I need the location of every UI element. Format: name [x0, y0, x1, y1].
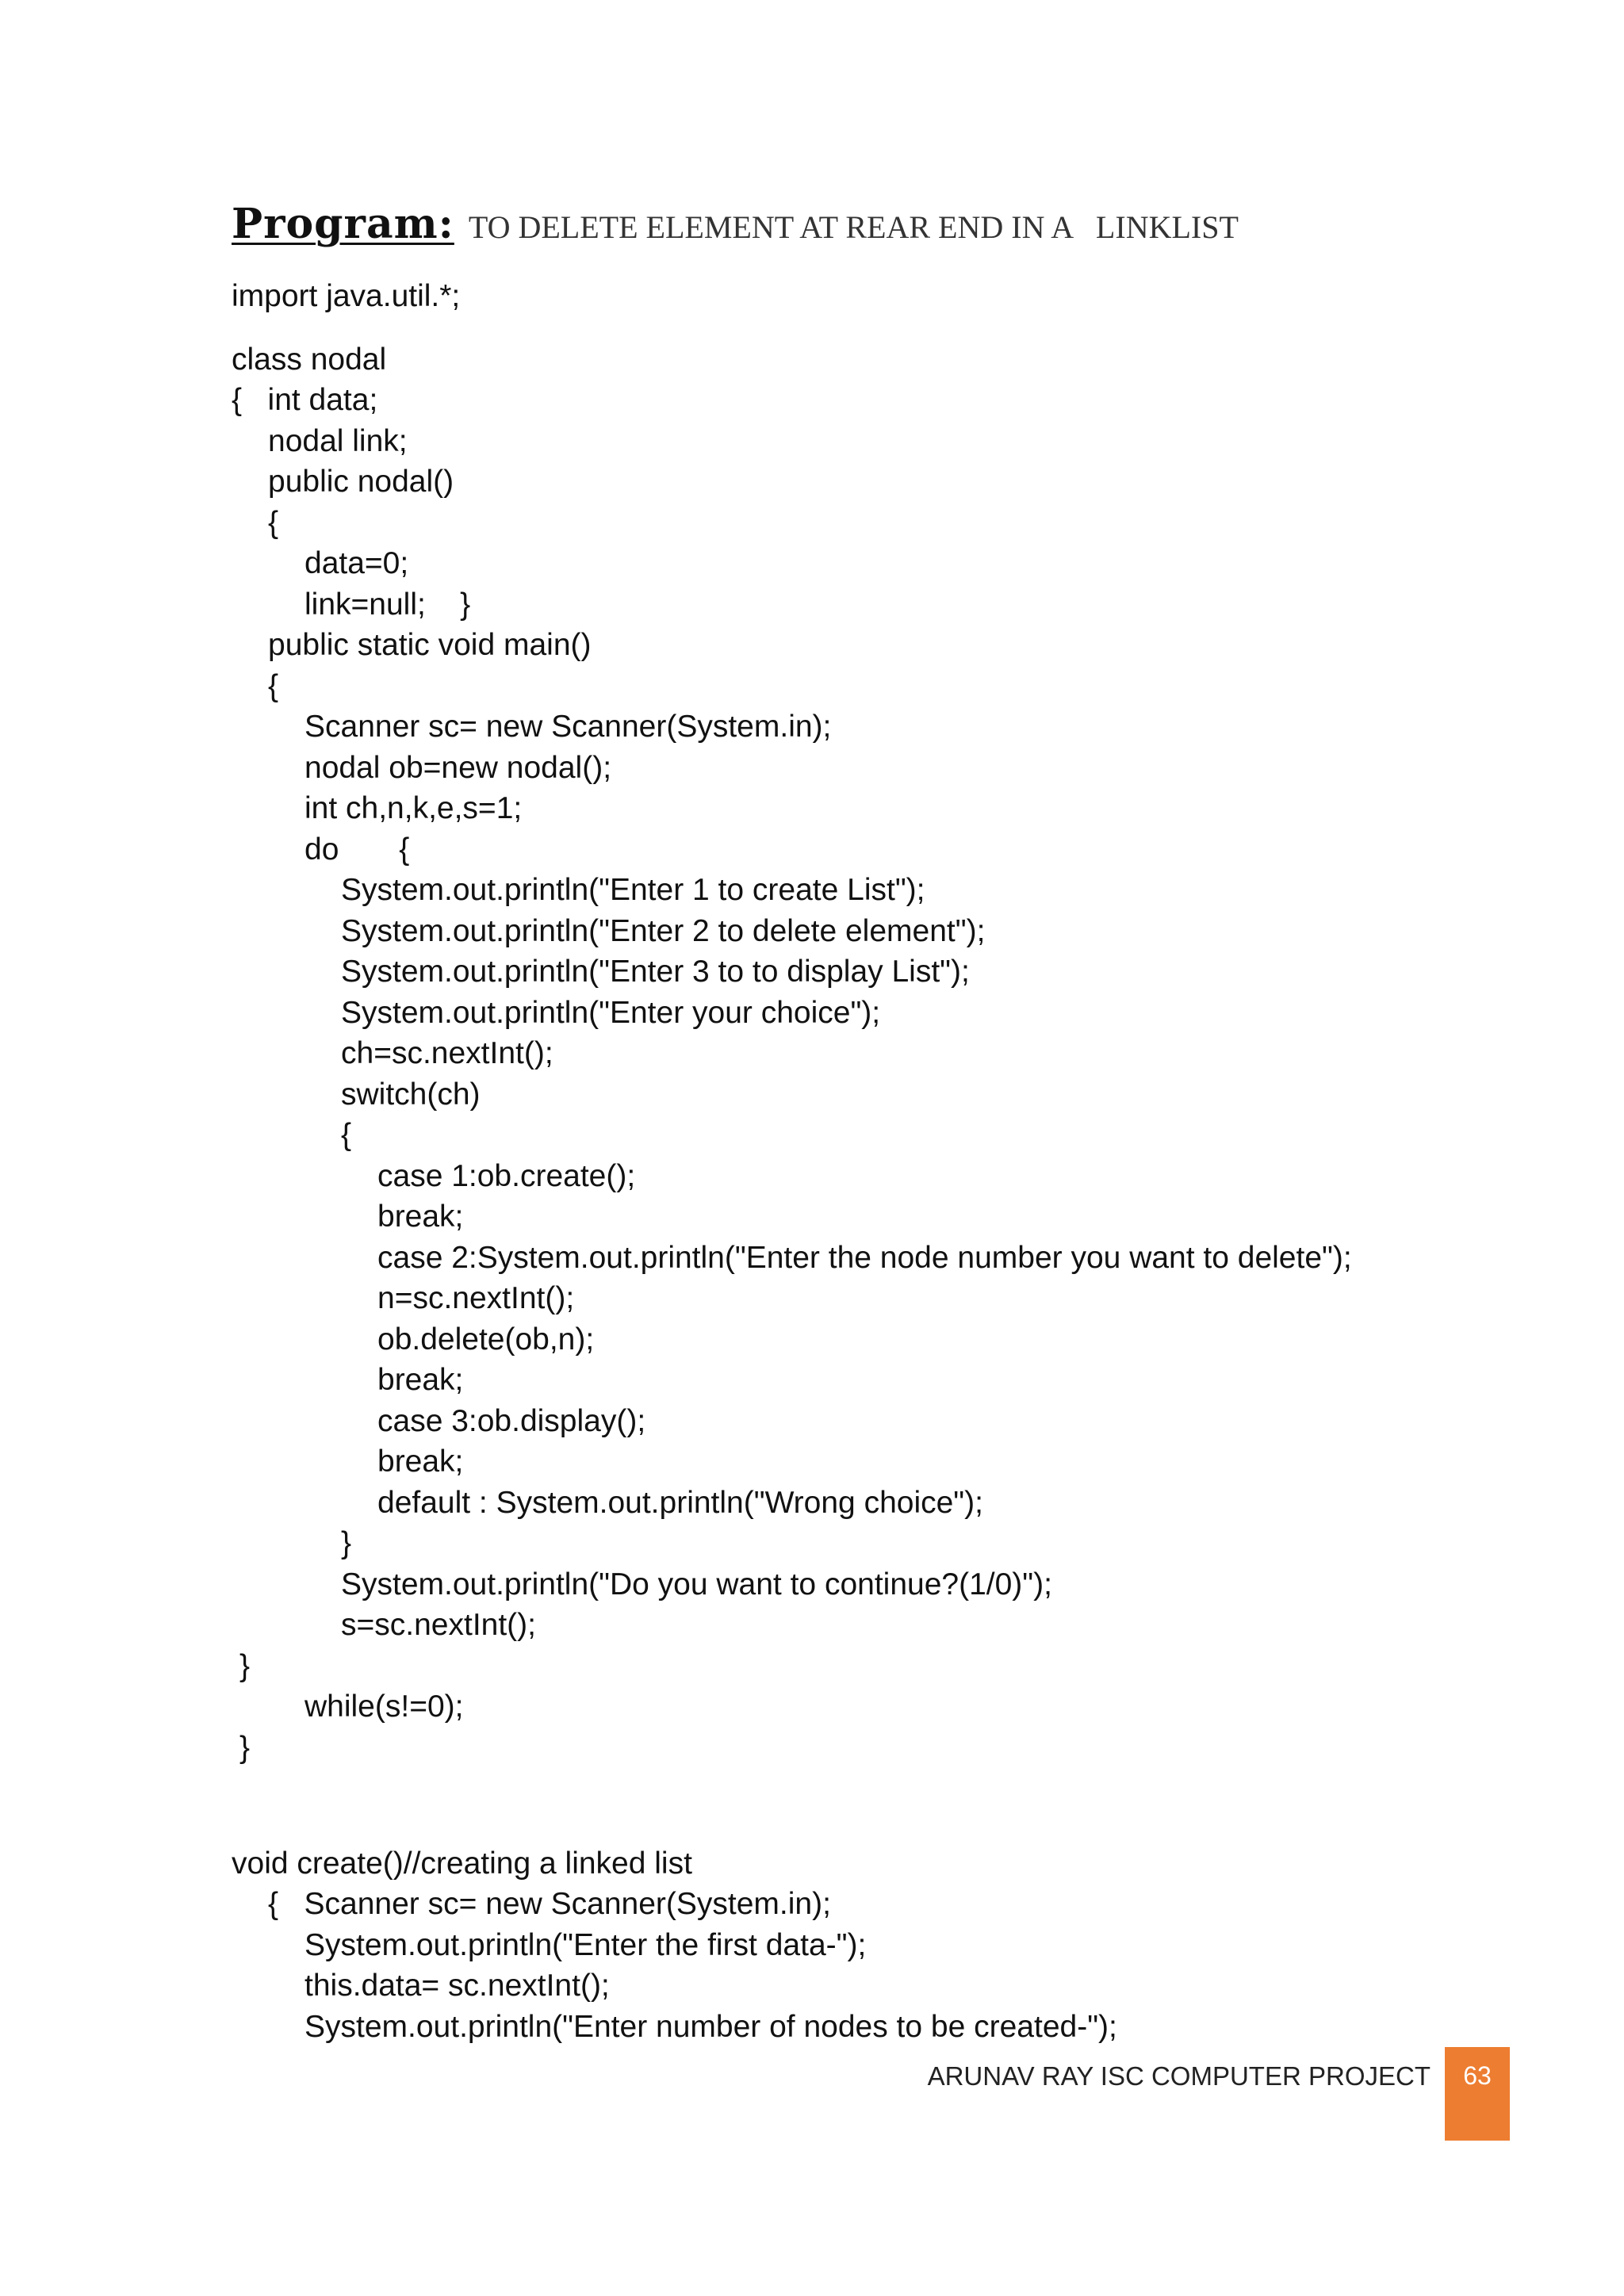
code-line: System.out.println("Do you want to continue?(1/0)"); — [341, 1567, 1052, 1601]
code-line: ob.delete(ob,n); — [377, 1322, 595, 1357]
code-line: { — [268, 669, 279, 703]
program-title: TO DELETE ELEMENT AT REAR END IN A LINKLIST — [468, 209, 1239, 245]
code-line: { — [341, 1118, 352, 1152]
code-line: s=sc.nextInt(); — [341, 1608, 536, 1642]
page-number-box — [1445, 2047, 1510, 2141]
code-line: n=sc.nextInt(); — [377, 1281, 575, 1315]
code-line: link=null; } — [304, 587, 471, 622]
code-line: public static void main() — [268, 628, 592, 662]
code-line: this.data= sc.nextInt(); — [304, 1969, 610, 2003]
code-line: case 1:ob.create(); — [377, 1159, 636, 1193]
code-line: data=0; — [304, 546, 409, 580]
page-number: 63 — [1463, 2061, 1492, 2090]
code-line: nodal link; — [268, 424, 408, 458]
code-line: break; — [377, 1445, 464, 1479]
code-line: case 2:System.out.println("Enter the node number you want to delete"); — [377, 1241, 1352, 1275]
code-line: System.out.println("Enter your choice"); — [341, 996, 881, 1030]
code-line: { int data; — [232, 383, 378, 417]
code-line: default : System.out.println("Wrong choice"); — [377, 1486, 983, 1520]
code-line: { Scanner sc= new Scanner(System.in); — [268, 1887, 831, 1921]
code-line: ch=sc.nextInt(); — [341, 1036, 553, 1070]
code-line: } — [239, 1649, 251, 1683]
code-line: System.out.println("Enter 3 to to display List"); — [341, 955, 970, 989]
code-line: break; — [377, 1363, 464, 1397]
code-line: import java.util.*; — [232, 279, 461, 313]
code-line: do { — [304, 832, 410, 867]
footer-text: ARUNAV RAY ISC COMPUTER PROJECT — [927, 2061, 1431, 2091]
code-line: } — [341, 1526, 352, 1560]
code-line: System.out.println("Enter 2 to delete element"); — [341, 914, 986, 948]
code-line: while(s!=0); — [304, 1689, 464, 1724]
code-line: nodal ob=new nodal(); — [304, 751, 612, 785]
page-footer — [920, 2047, 1510, 2141]
code-line: case 3:ob.display(); — [377, 1404, 646, 1438]
code-line: switch(ch) — [341, 1077, 481, 1112]
code-line: int ch,n,k,e,s=1; — [304, 791, 523, 825]
code-line: System.out.println("Enter 1 to create List"); — [341, 873, 925, 907]
code-line: class nodal — [232, 342, 387, 377]
code-line: public nodal() — [268, 465, 454, 499]
code-line: break; — [377, 1200, 464, 1234]
program-heading — [232, 200, 1239, 248]
code-line: void create()//creating a linked list — [232, 1846, 692, 1881]
code-line: System.out.println("Enter the first data-"); — [304, 1928, 867, 1962]
code-line: System.out.println("Enter number of nodes to be created-"); — [304, 2010, 1117, 2044]
program-label: Program: — [232, 200, 454, 248]
code-line: } — [239, 1731, 251, 1765]
code-line: Scanner sc= new Scanner(System.in); — [304, 710, 832, 744]
code-line: { — [268, 506, 279, 540]
